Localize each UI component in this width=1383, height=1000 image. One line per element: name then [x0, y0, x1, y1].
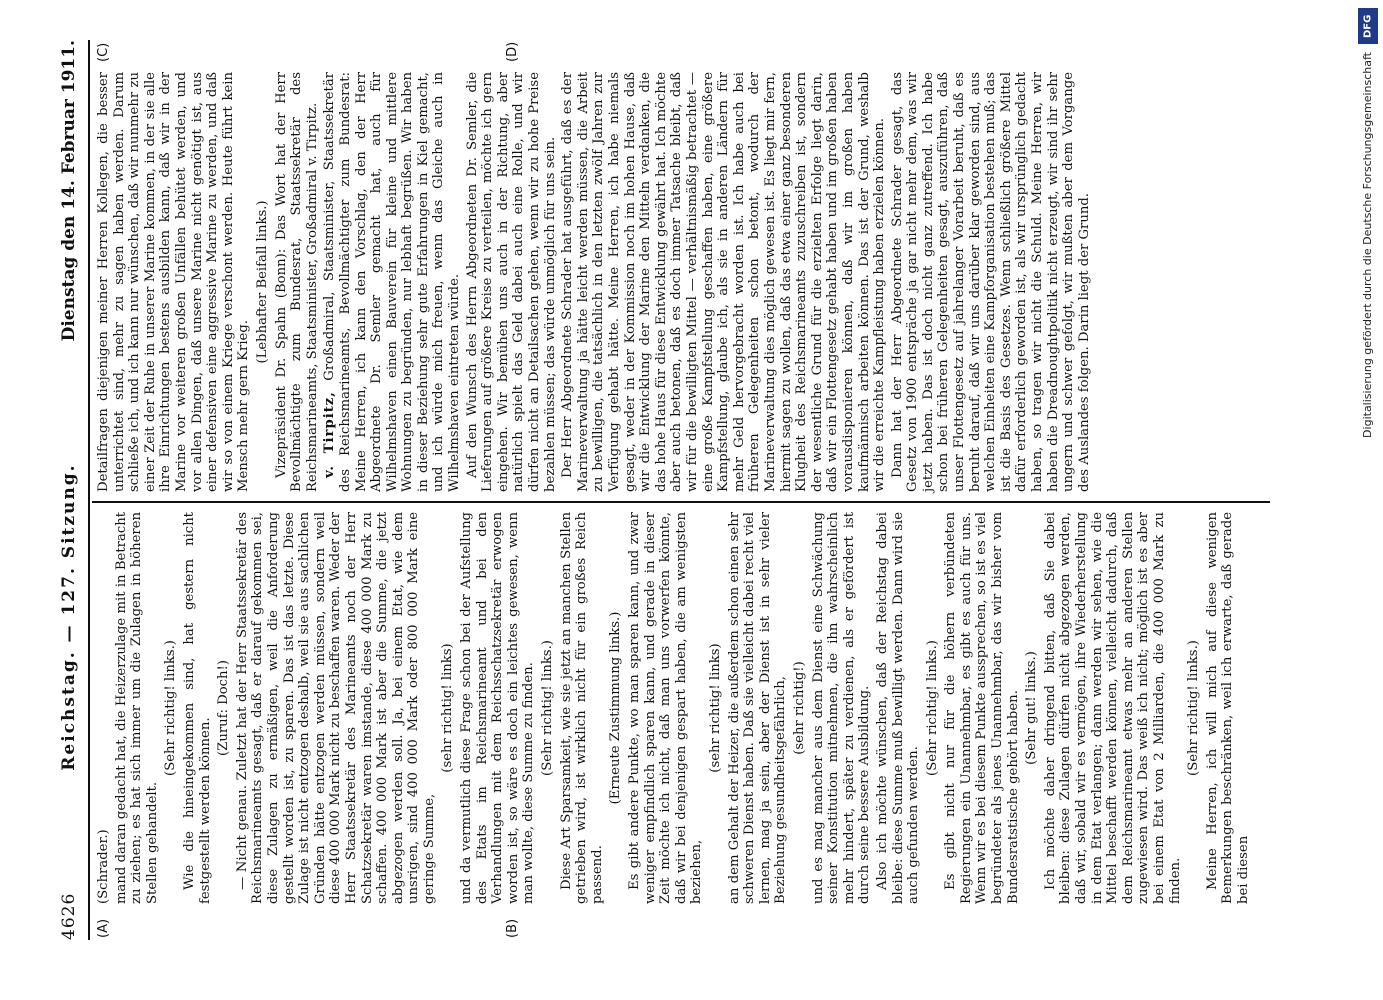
speaker-name: v. Tirpitz, [322, 391, 338, 478]
interjection: (sehr richtig!) [791, 661, 807, 755]
paragraph: mand daran gedacht hat, die Heizerzulage mit in Betracht zu ziehen; es hat sich immer um die Zulagen in höheren Stellen gehandelt. [113, 512, 160, 904]
paragraph: Vizepräsident Dr. Spahn (Bonn): Das Wort hat der Herr Bevollmächtigte zum Bundesrat, Staatssekretär des Reichsmarineamts, Staatsminister, Großadmiral v. Tirpitz. [273, 72, 320, 492]
paragraph: Dann hat der Herr Abgeordnete Schrader gesagt, das Gesetz von 1900 entspräche ja gar nicht mehr dem, was wir jetzt haben. Das ist doch nicht ganz zutreffend. Ich habe schon bei früheren Gelegenheiten gesagt, auszuführen, daß unser Flottengesetz auf jahrelanger Vorarbeit beruht, daß es beruht darauf, daß wir uns darüber klar geworden sind, aus welchen Einheiten eine Kampforganisation bestehen muß; das ist die Basis des Gesetzes. Wenn schließlich größere Mittel dafür erforderlich geworden ist, als wir ursprünglich gedacht haben, so tragen wir nicht die Schuld. Meine Herren, wir haben die Dreadnoughtpolitik nicht erzeugt, wir sind ihr sehr ungern und schwer gefolgt, wir mußten aber dem Vorgange des Auslandes folgen. Darin liegt der Grund. [889, 72, 1092, 492]
paragraph: Wie die hineingekommen sind, hat gestern nicht festgestellt werden können. [181, 512, 213, 904]
paragraph: und es mag mancher aus dem Dienst eine Schwächung seiner Konstitution mitnehmen, die ihn wahrscheinlich mehr hindert, später zu verdienen, als er gefördert ist durch seine bessere Ausbildung. [810, 512, 873, 904]
right-column [96, 72, 1290, 492]
interjection: (Zuruf: Doch!) [216, 660, 232, 756]
paragraph: und da vermutlich diese Frage schon bei der Aufstellung des Etats im Reichsmarineamt und bei den Verhandlungen mit dem Reichsschatzsekretär erwogen worden ist, so wäre es doch ein leichtes gewesen, wenn man wollte, diese Summe zu finden. [459, 512, 537, 904]
interjection: (Sehr richtig! links.) [163, 640, 179, 776]
paragraph: — Nicht genau. Zuletzt hat der Herr Staatssekretär des Reichsmarineamts gesagt, daß er darauf gekommen sei, diese Zulagen zu ermäßigen, weil die Anforderung gestellt worden ist, zu sparen. Das ist das letzte. Diese Zulage ist nicht entzogen deshalb, weil sie aus sachlichen Gründen hätte entzogen werden müssen, sondern weil diese 400 000 Mark nicht zu beschaffen waren. Weder der Herr Staatssekretär des Marineamts noch der Herr Schatzsekretär waren imstande, diese 400 000 Mark zu schaffen. 400 000 Mark ist aber die Summe, die jetzt abgezogen werden soll. Ja, bei einem Etat, wie dem unsrigen, sind 400 000 Mark oder 800 000 Mark eine geringe Summe, [234, 512, 437, 904]
paragraph: Der Herr Abgeordnete Schrader hat ausgeführt, daß es der Marineverwaltung ja hätte leicht werden müssen, die Arbeit zu bewilligen, die tatsächlich in den letzten zwölf Jahren zur Verfügung gehabt hätte. Meine Herren, ich habe niemals gesagt, weder in der Kommission noch im hohen Hause, daß wir die Entwicklung der Marine den Mitteln verdanken, die das hohe Haus für diese Entwicklung gewährt hat. Ich möchte aber auch betonen, daß es doch immer Tatsache bleibt, daß wir für die bewilligten Mittel — verhältnismäßig betrachtet — eine große Kampfstellung geschaffen haben, eine größere Kampfstellung, glaube ich, als sie in anderen Ländern für mehr Geld hervorgebracht worden ist. Ich habe auch bei früheren Gelegenheiten schon betont, wodurch der Marineverwaltung dies möglich gewesen ist. Es liegt mir fern, hiermit sagen zu wollen, daß das etwa einer ganz besonderen Klugheit des Reichsmarineamts zuzuschreiben ist, sondern der wesentliche Grund für die erzielten Erfolge liegt darin, daß wir ein Flottengesetz gehabt haben und im großen haben vorausdisponieren können, daß wir im großen haben kaufmännisch arbeiten können. Das ist der Grund, weshalb wir die erreichte Kampfleistung haben erzielen können. [560, 72, 888, 492]
interjection: (Sehr richtig! links.) [540, 640, 556, 776]
interjection: (Sehr gut! links.) [1024, 651, 1040, 765]
paragraph: an dem Gehalt der Heizer, die außerdem schon einen sehr schweren Dienst haben. Daß sie vielleicht dabei recht viel lernen, mag ja sein, aber der Dienst ist in sehr vieler Beziehung gesundheitsgefährlich, [726, 512, 789, 904]
paragraph: Meine Herren, ich will mich auf diese wenigen Bemerkungen beschränken, weil ich erwarte, daß gerade bei diesen [1204, 512, 1251, 904]
page-header [52, 40, 86, 940]
paragraph: Detailfragen diejenigen meiner Herren Kollegen, die besser unterrichtet sind, mehr zu sagen haben werden. Darum schließe ich, und ich kann nur wünschen, daß wir nunmehr zu einer Zeit der Ruhe in unserer Marine kommen, in der sie alle ihre Einrichtungen bestens ausbilden kann, daß wir in der Marine vor weiteren großen Unfällen behütet werden, und vor allen Dingen, daß unsere Marine nicht genötigt ist, aus einer defensiven eine aggressive Marine zu werden, und daß wir so von einem Kriege verschont werden. Heute führt kein Mensch mehr gern Krieg. [96, 72, 252, 492]
left-column [96, 512, 1290, 904]
margin-mark-a: (A) [96, 918, 111, 938]
paragraph: Ich möchte daher dringend bitten, daß Sie dabei bleiben: diese Zulagen dürfen nicht abgezogen werden, daß wir, sobald wir es vermögen, ihre Wiederherstellung in dem Etat verlangen; dann werden wir sehen, wie die Mittel beschafft werden können, vielleicht dadurch, daß dem Reichsmarineamt etwas mehr an anderen Stellen zugewiesen wird. Das weiß ich nicht; möglich ist es aber bei einem Etat von 2 Milliarden, die 400 000 Mark zu finden. [1042, 512, 1183, 904]
margin-mark-b: (B) [505, 918, 520, 938]
paragraph: Also ich möchte wünschen, daß der Reichstag dabei bleibe: diese Summe muß bewilligt werden. Dann wird sie auch gefunden werden. [874, 512, 922, 904]
interjection: (Sehr richtig! links.) [924, 640, 940, 776]
margin-mark-d: (D) [505, 41, 520, 62]
column-divider [92, 501, 1270, 503]
page-number: 4626 [59, 892, 79, 940]
header-rule [88, 40, 90, 940]
session-title: Reichstag. — 127. Sitzung. [59, 463, 79, 771]
dfg-logo: DFG [1358, 8, 1378, 44]
interjection: (sehr richtig! links) [440, 643, 456, 773]
credit-text: Digitalisierung gefördert durch die Deutsche Forschungsgemeinschaft [1361, 52, 1374, 438]
paragraph: Es gibt andere Punkte, wo man sparen kann, und zwar weniger empfindlich sparen kann, und gerade in dieser Zeit möchte ich nicht, daß man uns vorwerfen könnte, daß wir bei denjenigen gespart haben, die am wenigsten beziehen, [627, 512, 705, 904]
speaker-continuation: (Schrader.) [96, 829, 111, 904]
interjection: (Lebhafter Beifall links.) [254, 200, 270, 364]
paragraph: Auf den Wunsch des Herrn Abgeordneten Dr. Semler, die Lieferungen auf größere Kreise zu verteilen, möchte ich gern eingehen. Wir bemühen uns auch in der Richtung, aber natürlich spielt das Geld dabei auch eine Rolle, und wir dürfen nicht an Detailsachen gehen, wenn wir zu hohe Preise bezahlen müssen; das würde unmöglich für uns sein. [464, 72, 558, 492]
paragraph: Diese Art Sparsamkeit, wie sie jetzt an manchen Stellen getrieben wird, ist wirklich nicht für ein großes Reich passend. [558, 512, 605, 904]
paragraph: Es gibt nicht nur für die höhern verbündeten Regierungen ein Unannehmbar, es gibt es auch für uns. Wenn wir es bei diesem Punkte aussprechen, so ist es viel begründeter als jenes Unannehmbar, das wir bisher vom Bundesratstische gehört haben. [943, 512, 1021, 904]
interjection: (Erneute Zustimmung links.) [608, 611, 624, 805]
interjection: (sehr richtig! links) [707, 643, 723, 773]
margin-mark-c: (C) [96, 42, 111, 62]
paragraph: Großadmiral, Staatsminister, Staatssekretär des Reichsmarineamts, Bevollmächtigter zum Bundesrat: Meine Herren, ich kann den Vorschlag, den der Herr Abgeordnete Dr. Semler gemacht hat, auch für Wilhelmshaven einen Bauverein für kleine und mittlere Wohnungen zu begründen, nur lebhaft begrüßen. Wir haben in dieser Beziehung sehr gute Erfahrungen in Kiel gemacht, und ich würde mich freuen, wenn das Gleiche auch in Wilhelmshaven eintreten würde. [322, 72, 463, 492]
session-date: Dienstag den 14. Februar 1911. [59, 40, 79, 342]
interjection: (Sehr richtig! links.) [1186, 640, 1202, 776]
credit-strip [1353, 0, 1383, 1000]
